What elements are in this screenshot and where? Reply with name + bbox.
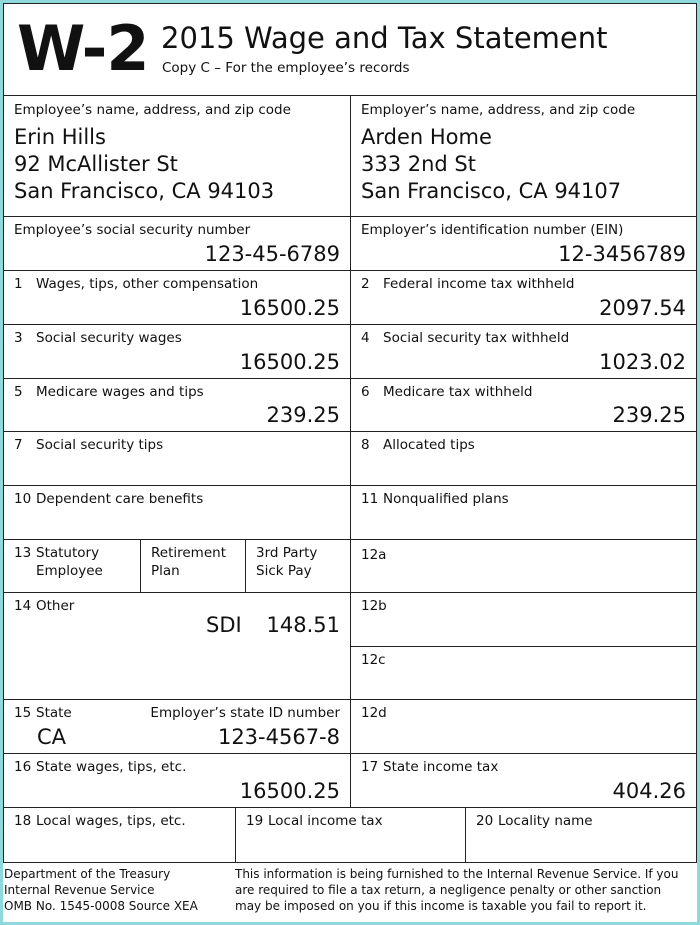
box-15-number: 15 — [14, 705, 32, 721]
form-code: W-2 — [17, 12, 149, 85]
box-13-label — [14, 544, 99, 562]
employee-city: San Francisco, CA 94103 — [14, 179, 275, 203]
box-15-state: CA — [37, 725, 67, 749]
box-2-label — [361, 275, 574, 293]
box-10 — [4, 486, 351, 540]
box-13-statutory — [4, 540, 141, 593]
box-15-id-value: 123-4567-8 — [217, 725, 340, 749]
box-14 — [4, 593, 351, 700]
ein-value: 12-3456789 — [558, 242, 686, 266]
box-20 — [466, 808, 696, 862]
box-20-text: Locality name — [498, 813, 593, 829]
box-19-label — [246, 812, 383, 830]
box-4-number: 4 — [361, 330, 370, 346]
ssn-label: Employee’s social security number — [14, 222, 251, 238]
box-12d-label: 12d — [361, 705, 387, 721]
employee-box — [4, 96, 351, 217]
employer-street: 333 2nd St — [361, 152, 476, 176]
box-12c — [351, 647, 696, 700]
box-12d — [351, 700, 696, 754]
box-2-value: 2097.54 — [599, 296, 686, 320]
box-4-label — [361, 329, 569, 347]
employer-label: Employer’s name, address, and zip code — [361, 102, 636, 118]
box-10-label — [14, 490, 203, 508]
box-13-sick-line1: 3rd Party — [256, 545, 318, 561]
box-3-number: 3 — [14, 330, 23, 346]
box-12b — [351, 593, 696, 647]
box-18-text: Local wages, tips, etc. — [36, 813, 186, 829]
box-16-number: 16 — [14, 759, 32, 775]
box-12c-label: 12c — [361, 652, 386, 668]
box-6 — [351, 379, 696, 432]
box-10-number: 10 — [14, 491, 32, 507]
footer-note-line2: are required to file a tax return, a negligence penalty or other sanction — [235, 883, 662, 897]
box-1-value: 16500.25 — [239, 296, 340, 320]
w2-form — [3, 3, 697, 863]
box-14-value: 148.51 — [266, 613, 340, 637]
box-4-value: 1023.02 — [599, 350, 686, 374]
box-6-label — [361, 383, 533, 401]
ssn-box — [4, 217, 351, 271]
box-12a-label: 12a — [361, 547, 387, 563]
box-15-label — [14, 704, 72, 722]
box-17-label — [361, 758, 498, 776]
box-19 — [236, 808, 466, 862]
box-13-sick-pay — [246, 540, 351, 593]
box-15-text: State — [36, 705, 72, 721]
footer-note-line1: This information is being furnished to the Internal Revenue Service. If you — [235, 867, 679, 881]
box-17-text: State income tax — [383, 759, 499, 775]
box-5-value: 239.25 — [266, 403, 340, 427]
box-5 — [4, 379, 351, 432]
form-header — [4, 4, 696, 96]
box-12b-label: 12b — [361, 598, 387, 614]
box-13-number: 13 — [14, 545, 32, 561]
box-4-text: Social security tax withheld — [383, 330, 570, 346]
box-13-retirement — [141, 540, 246, 593]
box-7-label — [14, 436, 163, 454]
box-7-number: 7 — [14, 437, 23, 453]
box-1-text: Wages, tips, other compensation — [36, 276, 259, 292]
form-subtitle: Copy C – For the employee’s records — [162, 60, 410, 76]
box-6-number: 6 — [361, 384, 370, 400]
box-11-text: Nonqualified plans — [383, 491, 509, 507]
box-16-label — [14, 758, 186, 776]
box-16-value: 16500.25 — [239, 779, 340, 803]
box-16-text: State wages, tips, etc. — [36, 759, 187, 775]
box-1-number: 1 — [14, 276, 23, 292]
box-5-text: Medicare wages and tips — [36, 384, 204, 400]
box-12a — [351, 540, 696, 593]
box-2-number: 2 — [361, 276, 370, 292]
box-5-number: 5 — [14, 384, 23, 400]
box-13-statutory-line1: Statutory — [36, 545, 100, 561]
box-1 — [4, 271, 351, 325]
box-14-code: SDI — [206, 613, 242, 637]
box-11 — [351, 486, 696, 540]
footer-omb: OMB No. 1545-0008 Source XEA — [4, 899, 198, 913]
footer-note-line3: may be imposed on you if this income is taxable you fail to report it. — [235, 899, 647, 913]
footer-dept-line2: Internal Revenue Service — [4, 883, 155, 897]
box-4 — [351, 325, 696, 379]
box-8 — [351, 432, 696, 486]
box-17-value: 404.26 — [612, 779, 686, 803]
box-3-value: 16500.25 — [239, 350, 340, 374]
box-19-text: Local income tax — [268, 813, 383, 829]
box-18-label — [14, 812, 186, 830]
box-6-value: 239.25 — [612, 403, 686, 427]
box-11-label — [361, 490, 509, 508]
box-6-text: Medicare tax withheld — [383, 384, 533, 400]
box-14-number: 14 — [14, 598, 32, 614]
box-8-number: 8 — [361, 437, 370, 453]
box-15 — [4, 700, 351, 754]
box-18 — [4, 808, 236, 862]
box-11-number: 11 — [361, 491, 379, 507]
box-13-retirement-line2: Plan — [151, 563, 180, 579]
box-15-id-label: Employer’s state ID number — [150, 705, 340, 721]
box-13-sick-line2: Sick Pay — [256, 563, 312, 579]
box-16 — [4, 754, 351, 808]
box-3 — [4, 325, 351, 379]
box-3-label — [14, 329, 182, 347]
box-8-text: Allocated tips — [383, 437, 475, 453]
box-19-number: 19 — [246, 813, 264, 829]
box-8-label — [361, 436, 475, 454]
ein-label: Employer’s identification number (EIN) — [361, 222, 624, 238]
box-1-label — [14, 275, 258, 293]
box-7-text: Social security tips — [36, 437, 164, 453]
box-7 — [4, 432, 351, 486]
box-14-label — [14, 597, 74, 615]
box-13-retirement-line1: Retirement — [151, 545, 226, 561]
employee-name: Erin Hills — [14, 125, 106, 149]
employer-name: Arden Home — [361, 125, 492, 149]
box-3-text: Social security wages — [36, 330, 182, 346]
form-title: 2015 Wage and Tax Statement — [161, 21, 608, 55]
box-20-label — [476, 812, 593, 830]
employee-street: 92 McAllister St — [14, 152, 178, 176]
ssn-value: 123-45-6789 — [204, 242, 340, 266]
box-17 — [351, 754, 696, 808]
box-2-text: Federal income tax withheld — [383, 276, 575, 292]
employer-box — [351, 96, 696, 217]
box-20-number: 20 — [476, 813, 494, 829]
employer-city: San Francisco, CA 94107 — [361, 179, 622, 203]
box-14-text: Other — [36, 598, 75, 614]
ein-box — [351, 217, 696, 271]
box-5-label — [14, 383, 204, 401]
box-17-number: 17 — [361, 759, 379, 775]
box-2 — [351, 271, 696, 325]
box-10-text: Dependent care benefits — [36, 491, 204, 507]
footer-dept-line1: Department of the Treasury — [4, 867, 171, 881]
box-18-number: 18 — [14, 813, 32, 829]
box-13-statutory-line2: Employee — [36, 563, 103, 579]
employee-label: Employee’s name, address, and zip code — [14, 102, 291, 118]
